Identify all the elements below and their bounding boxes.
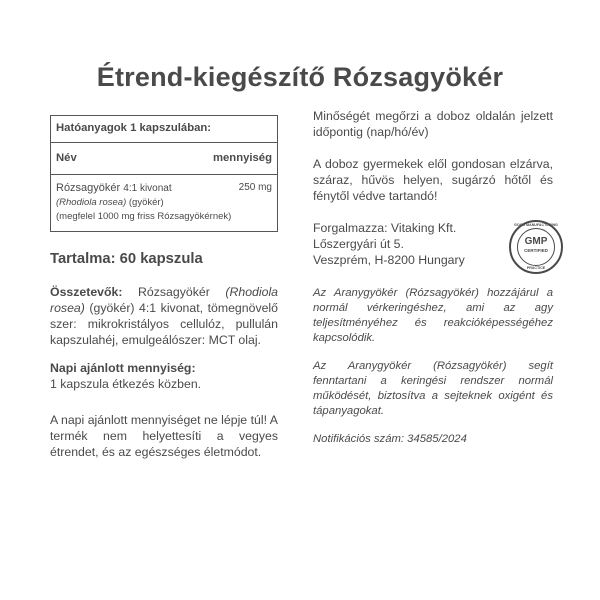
ingredient-detail: 4:1 kivonat xyxy=(123,183,172,194)
distributor-line3: Veszprém, H-8200 Hungary xyxy=(313,253,465,267)
warning-text: A napi ajánlott mennyiséget ne lépje túl! A termék nem helyettesíti a vegyes étrendet, és az egészséges életmódot. xyxy=(50,413,278,459)
dose-text: 1 kapszula étkezés közben. xyxy=(50,377,202,391)
contents-count: Tartalma: 60 kapszula xyxy=(50,251,203,267)
left-column xyxy=(50,108,278,472)
gmp-main-text: GMP xyxy=(524,236,548,247)
claim-1: Az Aranygyökér (Rózsagyökér) hozzájárul a normál vérkeringéshez, ami az agy teljesítményéhez és reakcióképességéhez kapcsolódik. xyxy=(313,287,553,344)
table-row xyxy=(51,175,277,231)
gmp-sub-text: CERTIFIED xyxy=(524,248,548,253)
dose-paragraph xyxy=(50,360,278,392)
claim-2: Az Aranygyökér (Rózsagyökér) segít fenntartani a keringési rendszer normál működését, biztosítva a sejteknek oxigént és tápanyagokat. xyxy=(313,360,553,417)
ingredient-latin: (Rhodiola rosea) xyxy=(56,197,127,208)
ingredients-paragraph xyxy=(50,284,278,348)
ingredients-text-1: Rózsagyökér xyxy=(138,285,210,299)
storage-text: A doboz gyermekek elől gondosan elzárva, száraz, hűvös helyen, sugárzó hőtől és fénytől védve tartandó! xyxy=(313,157,553,203)
column-amount: mennyiség xyxy=(212,152,272,164)
distributor-line2: Lőszergyári út 5. xyxy=(313,237,404,251)
distributor-line1: Forgalmazza: Vitaking Kft. xyxy=(313,221,457,235)
ingredient-equivalent: (megfelel 1000 mg friss Rózsagyökérnek) xyxy=(56,211,232,222)
column-name: Név xyxy=(56,152,77,164)
table-header: Hatóanyagok 1 kapszulában: xyxy=(51,116,277,143)
gmp-top-text: GOOD MANUFACTURING xyxy=(514,223,558,227)
notification-number: Notifikációs szám: 34585/2024 xyxy=(313,433,467,445)
ingredient-latin-suffix: (gyökér) xyxy=(128,197,164,208)
product-title: Étrend-kiegészítő Rózsagyökér xyxy=(96,62,504,92)
gmp-inner-ring xyxy=(517,228,555,266)
gmp-certified-badge xyxy=(509,220,563,274)
ingredients-latin: (Rhodiola rosea) xyxy=(50,285,279,315)
gmp-bottom-text: PRACTICE xyxy=(526,266,546,270)
ingredients-label: Összetevők: xyxy=(50,285,123,299)
active-ingredients-table xyxy=(50,115,278,232)
right-column xyxy=(313,108,553,447)
dose-label: Napi ajánlott mennyiség: xyxy=(50,361,196,375)
ingredient-name: Rózsagyökér xyxy=(56,182,121,194)
ingredients-text-2: (gyökér) 4:1 kivonat, tömegnövelő szer: mikrokristályos cellulóz, pullulán kapszulahéj, emulgeálószer: MCT olaj. xyxy=(50,301,279,347)
table-column-headers xyxy=(51,143,277,175)
shelf-life-text: Minőségét megőrzi a doboz oldalán jelzett időpontig (nap/hó/év) xyxy=(313,109,553,139)
ingredient-amount: 250 mg xyxy=(238,182,272,193)
